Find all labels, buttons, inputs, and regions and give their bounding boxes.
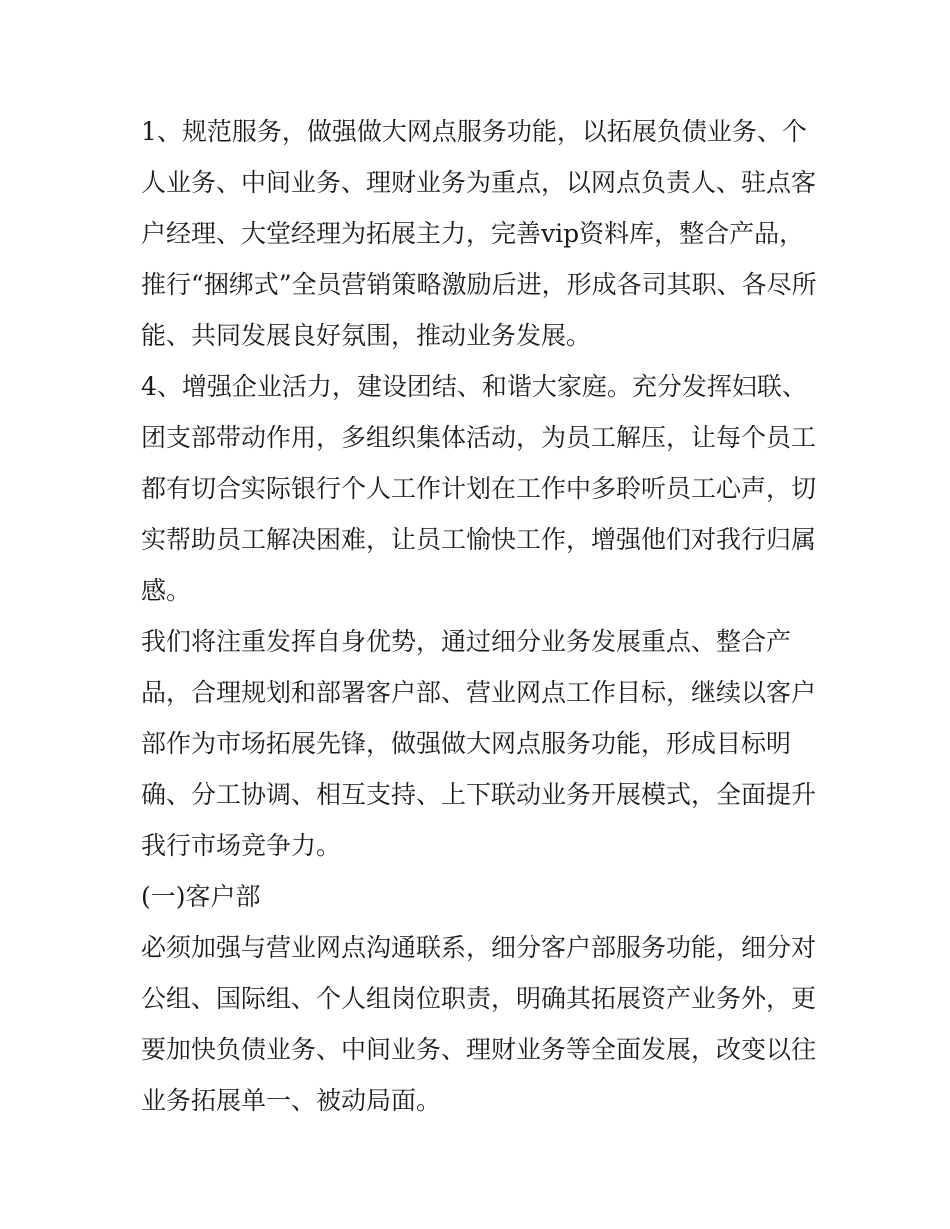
text-line: 都有切合实际银行个人工作计划在工作中多聆听员工心声，切 <box>141 474 817 503</box>
section-heading-customer-dept <box>141 871 816 922</box>
text-line: 我们将注重发挥自身优势，通过细分业务发展重点、整合产 <box>141 627 792 656</box>
text-line: 感。 <box>141 576 192 605</box>
text-line: 人业务、中间业务、理财业务为重点，以网点负责人、驻点客 <box>141 168 817 197</box>
text-line: 推行“捆绑式”全员营销策略激励后进，形成各司其职、各尽所 <box>141 270 817 299</box>
text-line: 1、规范服务，做强做大网点服务功能，以拓展负债业务、个 <box>141 117 807 146</box>
document-body <box>141 106 816 1126</box>
text-line: 实帮助员工解决困难，让员工愉快工作，增强他们对我行归属 <box>141 525 817 554</box>
text-line: 要加快负债业务、中间业务、理财业务等全面发展，改变以往 <box>141 1035 817 1064</box>
section-heading: (一)客户部 <box>141 882 261 911</box>
text-line: 公组、国际组、个人组岗位职责，明确其拓展资产业务外，更 <box>141 984 817 1013</box>
text-line: 4、增强企业活力，建设团结、和谐大家庭。充分发挥妇联、 <box>141 372 807 401</box>
paragraph-strengths <box>141 616 816 871</box>
paragraph-enterprise-vitality <box>141 361 816 616</box>
paragraph-service-standardization <box>141 106 816 361</box>
text-line: 品，合理规划和部署客户部、营业网点工作目标，继续以客户 <box>141 678 817 707</box>
paragraph-customer-dept <box>141 922 816 1126</box>
text-line: 我行市场竞争力。 <box>141 831 342 860</box>
text-line: 户经理、大堂经理为拓展主力，完善vip资料库，整合产品， <box>141 219 805 248</box>
text-line: 业务拓展单一、被动局面。 <box>141 1086 442 1115</box>
text-line: 必须加强与营业网点沟通联系，细分客户部服务功能，细分对 <box>141 933 817 962</box>
text-line: 能、共同发展良好氛围，推动业务发展。 <box>141 321 592 350</box>
text-line: 团支部带动作用，多组织集体活动，为员工解压，让每个员工 <box>141 423 817 452</box>
text-line: 部作为市场拓展先锋，做强做大网点服务功能，形成目标明 <box>141 729 792 758</box>
text-line: 确、分工协调、相互支持、上下联动业务开展模式，全面提升 <box>141 780 817 809</box>
